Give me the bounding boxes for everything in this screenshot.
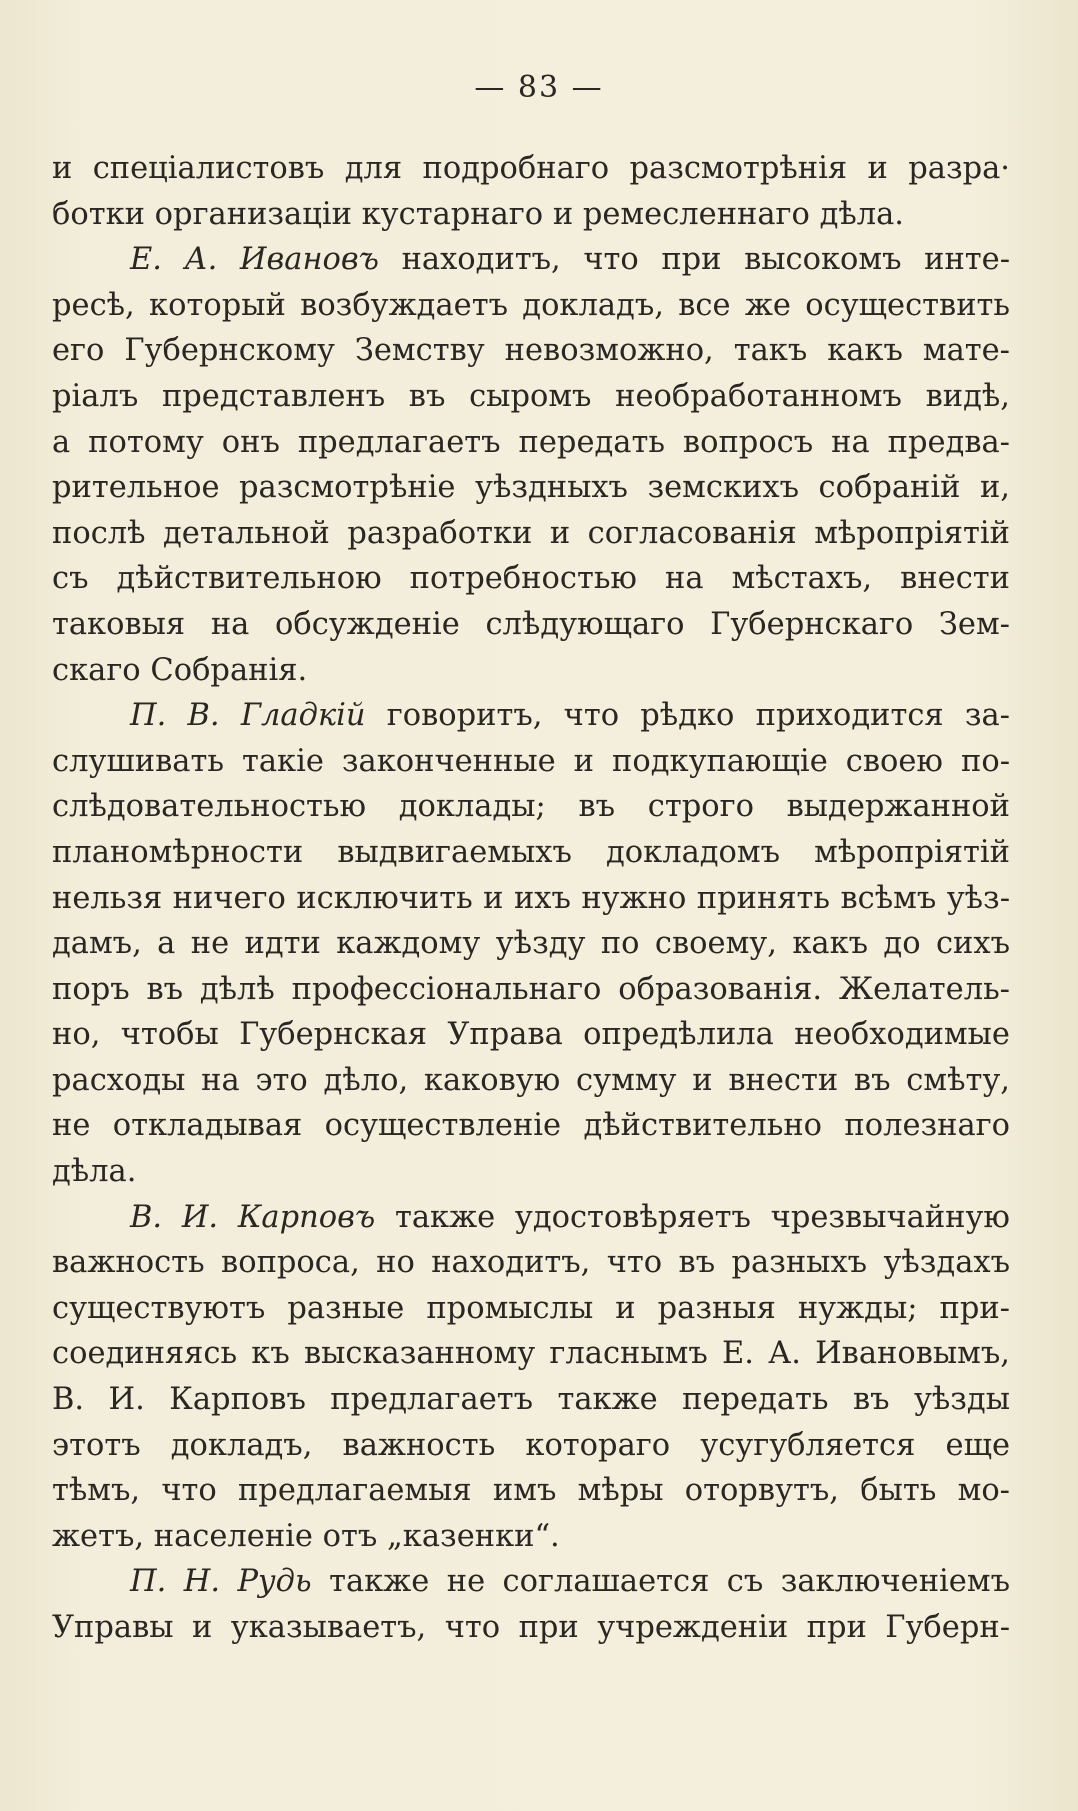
text-line: слушивать такіе законченные и подкупающіе своею по- — [52, 743, 1010, 779]
text-line: послѣ детальной разработки и согласованія мѣропріятій — [52, 515, 1010, 551]
text-line: В. И. Карповъ также удостовѣряетъ чрезвычайную — [130, 1199, 1010, 1235]
text-line: дѣла. — [52, 1154, 137, 1190]
text-line: нельзя ничего исключить и ихъ нужно принять всѣмъ уѣз- — [52, 880, 1010, 916]
text-line: этотъ докладъ, важность котораго усугубляется еще — [52, 1427, 1010, 1463]
text-line: съ дѣйствительною потребностью на мѣстахъ, внести — [52, 561, 1010, 597]
speaker-name: П. Н. Рудь — [130, 1564, 312, 1600]
text-line: слѣдовательностью доклады; въ строго выдержанной — [52, 789, 1010, 825]
text-line: соединяясь къ высказанному гласнымъ Е. А. Ивановымъ, — [52, 1336, 1010, 1372]
body-text — [52, 146, 1010, 1651]
text-line: дамъ, а не идти каждому уѣзду по своему, какъ до сихъ — [52, 926, 1010, 962]
text-line: Е. А. Ивановъ находитъ, что при высокомъ инте- — [130, 242, 1010, 278]
text-line: его Губернскому Земству невозможно, такъ какъ мате- — [52, 333, 1010, 369]
text-line: поръ въ дѣлѣ профессіональнаго образованія. Желатель- — [52, 971, 1010, 1007]
text-line: ресѣ, который возбуждаетъ докладъ, все же осуществить — [52, 287, 1010, 323]
text-line: рительное разсмотрѣніе уѣздныхъ земскихъ собраній и, — [52, 470, 1010, 506]
text-line: Управы и указываетъ, что при учрежденіи при Губерн- — [52, 1610, 1010, 1645]
text-line: В. И. Карповъ предлагаетъ также передать въ уѣзды — [52, 1382, 1010, 1418]
text-line: и спеціалистовъ для подробнаго разсмотрѣнія и разра· — [52, 151, 1010, 186]
text-line: жетъ, населеніе отъ „казенки“. — [52, 1518, 560, 1554]
speaker-name: Е. А. Ивановъ — [130, 242, 379, 278]
text-line: ботки организаціи кустарнаго и ремесленнаго дѣла. — [52, 196, 905, 232]
text-line: таковыя на обсужденіе слѣдующаго Губернскаго Зем- — [52, 606, 1010, 642]
speaker-name: В. И. Карповъ — [130, 1199, 376, 1235]
text-line: планомѣрности выдвигаемыхъ докладомъ мѣропріятій — [52, 834, 1010, 870]
text-line: ріалъ представленъ въ сыромъ необработанномъ видѣ, — [52, 378, 1010, 414]
text-line: П. В. Гладкій говоритъ, что рѣдко приходится за- — [130, 698, 1010, 734]
speaker-name: П. В. Гладкій — [130, 698, 366, 734]
text-line: не откладывая осуществленіе дѣйствительно полезнаго — [52, 1108, 1010, 1144]
text-line: важность вопроса, но находитъ, что въ разныхъ уѣздахъ — [52, 1245, 1010, 1281]
text-line: существуютъ разные промыслы и разныя нужды; при- — [52, 1290, 1010, 1326]
page-number: — 83 — — [474, 70, 604, 105]
text-line: но, чтобы Губернская Управа опредѣлила необходимые — [52, 1017, 1010, 1053]
text-line: тѣмъ, что предлагаемыя имъ мѣры оторвутъ, быть мо- — [52, 1473, 1010, 1509]
text-line: скаго Собранія. — [52, 652, 308, 688]
text-line: расходы на это дѣло, каковую сумму и внести въ смѣту, — [52, 1062, 1010, 1098]
text-line: а потому онъ предлагаетъ передать вопросъ на предва- — [52, 424, 1010, 460]
text-line: П. Н. Рудь также не соглашается съ заключеніемъ — [130, 1564, 1010, 1600]
